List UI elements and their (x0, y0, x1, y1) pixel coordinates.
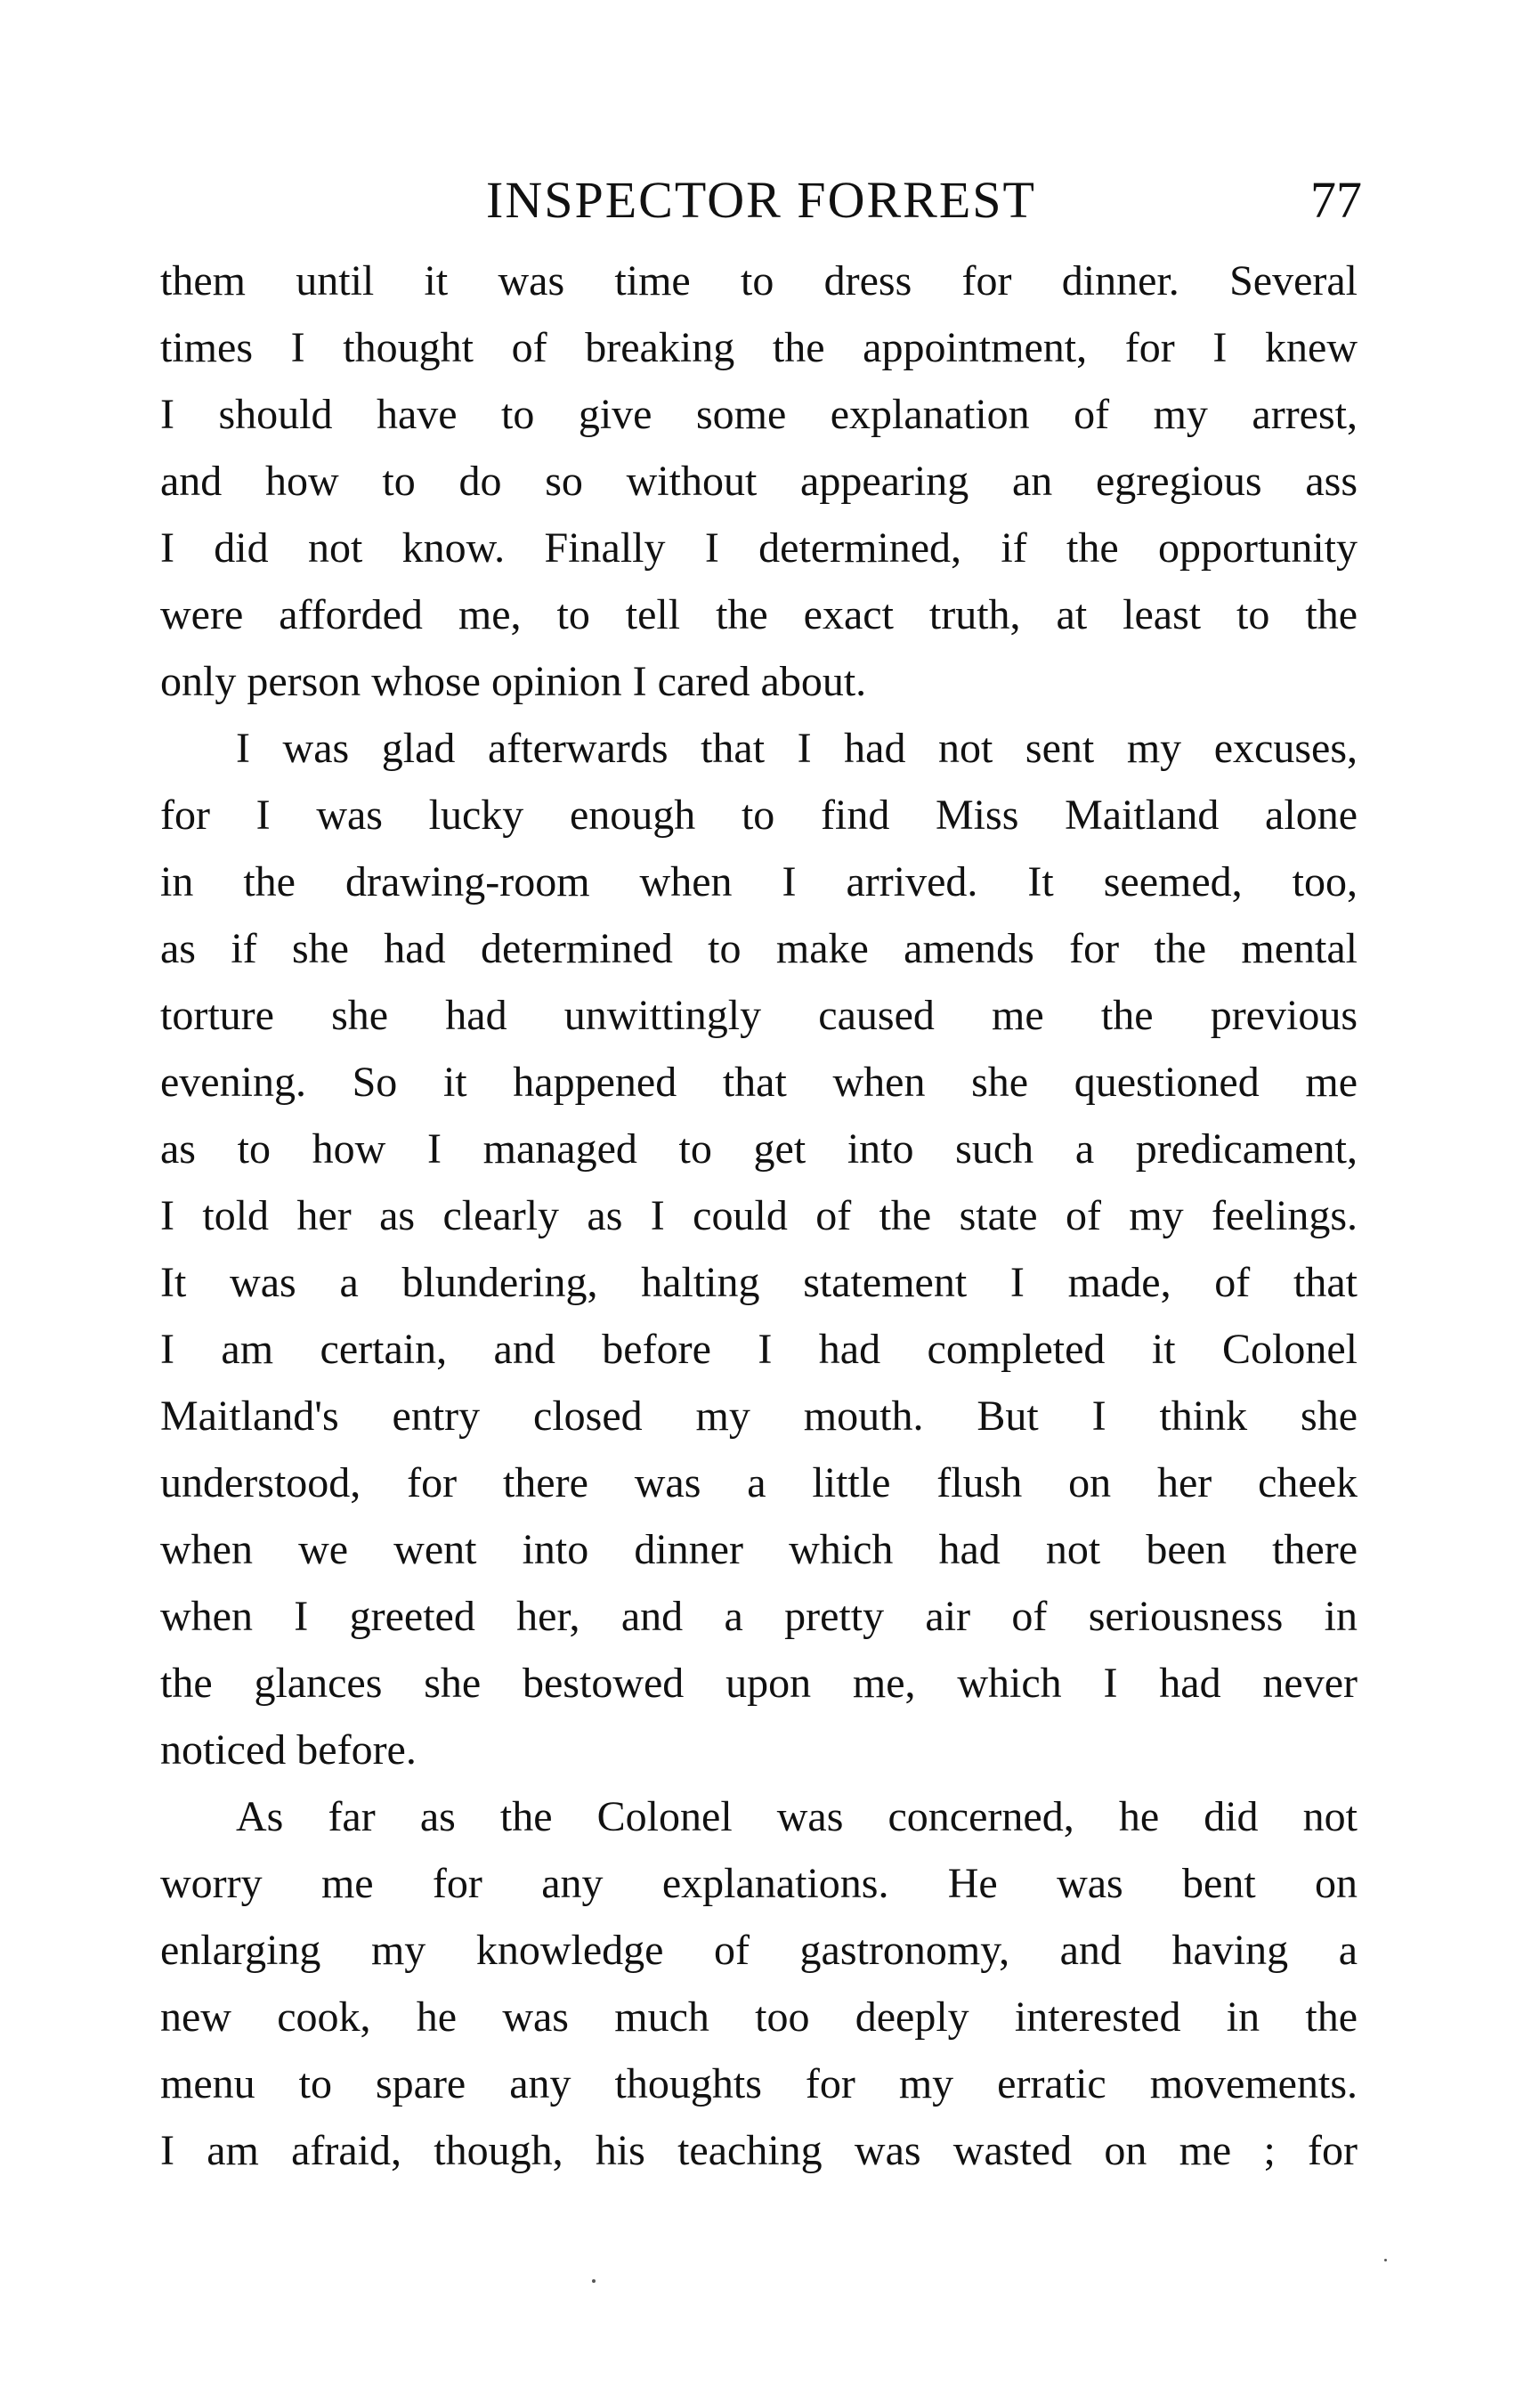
text-line: evening. So it happened that when she questioned me (160, 1059, 1358, 1106)
text-line: only person whose opinion I cared about. (160, 658, 867, 705)
text-line: as if she had determined to make amends for the mental (160, 925, 1358, 972)
text-line: menu to spare any thoughts for my erratic movements. (160, 2060, 1358, 2107)
running-title: INSPECTOR FORREST (486, 171, 1036, 229)
scan-speck (1384, 2259, 1387, 2261)
text-line: as to how I managed to get into such a predicament, (160, 1125, 1358, 1173)
page-number: 77 (1310, 171, 1362, 229)
running-head (160, 165, 1362, 236)
text-line: understood, for there was a little flush on her cheek (160, 1459, 1358, 1506)
text-line: and how to do so without appearing an egregious ass (160, 458, 1358, 505)
text-line: I should have to give some explanation of my arrest, (160, 391, 1358, 438)
text-line: I did not know. Finally I determined, if the opportunity (160, 524, 1358, 572)
text-line: I was glad afterwards that I had not sent my excuses, (236, 725, 1358, 772)
text-line: noticed before. (160, 1726, 417, 1774)
text-line: I am afraid, though, his teaching was wasted on me ; for (160, 2127, 1358, 2174)
text-line: It was a blundering, halting statement I made, of that (160, 1259, 1358, 1306)
text-line: them until it was time to dress for dinner. Several (160, 257, 1358, 304)
text-line: worry me for any explanations. He was bent on (160, 1860, 1358, 1907)
text-line: torture she had unwittingly caused me the previous (160, 992, 1358, 1039)
text-line: I am certain, and before I had completed it Colonel (160, 1326, 1358, 1373)
text-line: times I thought of breaking the appointment, for I knew (160, 324, 1358, 371)
text-line: Maitland's entry closed my mouth. But I think she (160, 1392, 1358, 1440)
scan-speck (592, 2279, 596, 2283)
text-line: when I greeted her, and a pretty air of seriousness in (160, 1593, 1358, 1640)
text-line: As far as the Colonel was concerned, he did not (236, 1793, 1358, 1840)
text-line: in the drawing-room when I arrived. It seemed, too, (160, 858, 1358, 905)
text-line: when we went into dinner which had not been there (160, 1526, 1358, 1573)
text-line: I told her as clearly as I could of the state of my feelings. (160, 1192, 1358, 1239)
text-line: the glances she bestowed upon me, which I had never (160, 1660, 1358, 1707)
text-line: for I was lucky enough to find Miss Maitland alone (160, 792, 1358, 839)
body-text (160, 248, 1358, 2184)
text-line: new cook, he was much too deeply interested in the (160, 1993, 1358, 2041)
text-line: were afforded me, to tell the exact truth, at least to the (160, 591, 1358, 638)
text-line: enlarging my knowledge of gastronomy, and having a (160, 1927, 1358, 1974)
